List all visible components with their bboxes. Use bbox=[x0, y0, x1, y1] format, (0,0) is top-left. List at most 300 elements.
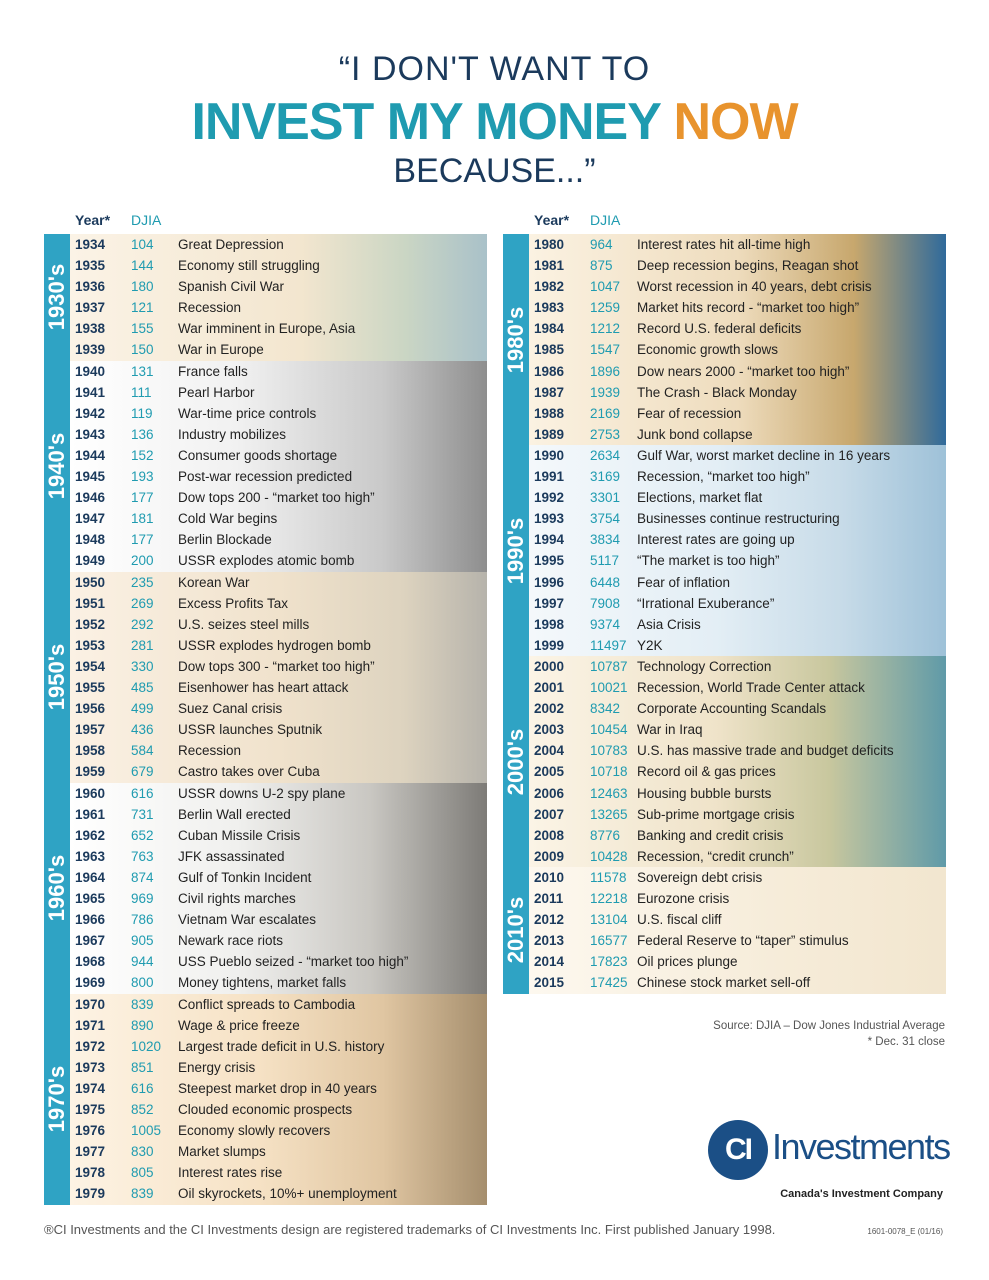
event-cell: U.S. fiscal cliff bbox=[637, 912, 722, 928]
timeline-row bbox=[70, 888, 487, 909]
timeline-row bbox=[70, 1141, 487, 1162]
timeline-row bbox=[70, 635, 487, 656]
decade-panel bbox=[44, 783, 487, 994]
event-cell: Record oil & gas prices bbox=[637, 764, 776, 780]
djia-cell: 16577 bbox=[590, 933, 628, 949]
year-cell: 1969 bbox=[75, 975, 106, 991]
djia-cell: 731 bbox=[131, 806, 154, 822]
year-cell: 2014 bbox=[534, 954, 565, 970]
year-cell: 2000 bbox=[534, 659, 565, 674]
event-cell: Wage & price freeze bbox=[178, 1017, 300, 1033]
year-cell: 1986 bbox=[534, 363, 565, 379]
djia-cell: 616 bbox=[131, 1080, 154, 1096]
year-cell: 1957 bbox=[75, 722, 106, 738]
timeline-row bbox=[70, 761, 487, 782]
djia-cell: 679 bbox=[131, 764, 154, 780]
year-cell: 1951 bbox=[75, 595, 106, 611]
decade-rows bbox=[70, 783, 487, 994]
decade-rows bbox=[70, 994, 487, 1205]
timeline-row bbox=[70, 698, 487, 719]
event-cell: Record U.S. federal deficits bbox=[637, 321, 802, 337]
timeline-row bbox=[529, 276, 946, 297]
djia-cell: 144 bbox=[131, 258, 154, 274]
decade-panel bbox=[503, 234, 946, 445]
event-cell: Eurozone crisis bbox=[637, 891, 730, 907]
event-cell: Vietnam War escalates bbox=[178, 912, 317, 928]
year-cell: 1972 bbox=[75, 1038, 106, 1054]
timeline-row bbox=[529, 382, 946, 403]
timeline-row bbox=[70, 614, 487, 635]
event-cell: Y2K bbox=[637, 637, 663, 653]
timeline-row bbox=[529, 508, 946, 529]
headline-now-text: NOW bbox=[673, 93, 798, 151]
event-cell: Cuban Missile Crisis bbox=[178, 827, 301, 843]
timeline-row bbox=[70, 361, 487, 382]
event-cell: Interest rates are going up bbox=[637, 532, 795, 548]
event-cell: War imminent in Europe, Asia bbox=[178, 321, 356, 337]
djia-cell: 852 bbox=[131, 1102, 154, 1118]
timeline-row bbox=[70, 255, 487, 276]
decade-panel bbox=[44, 234, 487, 361]
year-cell: 1939 bbox=[75, 342, 106, 358]
year-cell: 2010 bbox=[534, 870, 565, 885]
djia-cell: 3169 bbox=[590, 469, 621, 485]
djia-cell: 3301 bbox=[590, 490, 621, 506]
event-cell: Excess Profits Tax bbox=[178, 595, 289, 611]
decade-panel bbox=[44, 361, 487, 572]
headline-line-1: “I DON'T WANT TO bbox=[338, 50, 651, 88]
timeline-row bbox=[70, 719, 487, 740]
event-cell: Eisenhower has heart attack bbox=[178, 680, 349, 696]
year-cell: 1943 bbox=[75, 426, 106, 442]
year-column-header: Year* bbox=[75, 212, 111, 228]
djia-cell: 805 bbox=[131, 1165, 154, 1181]
year-cell: 1948 bbox=[75, 532, 106, 548]
event-cell: Korean War bbox=[178, 574, 250, 590]
djia-cell: 131 bbox=[131, 363, 154, 379]
timeline-row bbox=[529, 804, 946, 825]
year-cell: 1964 bbox=[75, 869, 106, 885]
djia-cell: 964 bbox=[590, 237, 613, 252]
decade-label-bar bbox=[44, 783, 70, 994]
close-footnote: * Dec. 31 close bbox=[867, 1036, 945, 1048]
decade-label: 1950's bbox=[44, 643, 69, 711]
decade-label: 1980's bbox=[503, 306, 528, 373]
timeline-row bbox=[529, 255, 946, 276]
decade-label-bar bbox=[44, 361, 70, 572]
decade-rows bbox=[70, 234, 487, 361]
event-cell: Dow tops 300 - “market too high” bbox=[178, 658, 375, 674]
djia-cell: 193 bbox=[131, 469, 154, 485]
timeline-row bbox=[70, 930, 487, 951]
year-cell: 1934 bbox=[75, 237, 106, 252]
year-cell: 1983 bbox=[534, 300, 565, 316]
year-cell: 1974 bbox=[75, 1080, 106, 1096]
djia-cell: 1005 bbox=[131, 1123, 162, 1139]
djia-cell: 944 bbox=[131, 954, 154, 970]
event-cell: “Irrational Exuberance” bbox=[637, 595, 775, 611]
year-cell: 1938 bbox=[75, 321, 106, 337]
event-cell: Sub-prime mortgage crisis bbox=[637, 806, 795, 822]
event-cell: Pearl Harbor bbox=[178, 384, 255, 400]
year-cell: 1962 bbox=[75, 827, 106, 843]
year-cell: 1936 bbox=[75, 279, 106, 295]
year-cell: 1981 bbox=[534, 258, 565, 274]
djia-cell: 3834 bbox=[590, 532, 621, 548]
year-cell: 2001 bbox=[534, 680, 565, 696]
djia-cell: 181 bbox=[131, 511, 154, 527]
year-cell: 1955 bbox=[75, 680, 106, 696]
year-cell: 2003 bbox=[534, 722, 565, 738]
decade-rows bbox=[70, 572, 487, 783]
djia-cell: 851 bbox=[131, 1059, 154, 1075]
timeline-row bbox=[529, 297, 946, 318]
decade-label-bar bbox=[503, 234, 529, 445]
djia-cell: 10021 bbox=[590, 680, 628, 696]
event-cell: “The market is too high” bbox=[637, 553, 780, 569]
event-cell: Economy slowly recovers bbox=[178, 1123, 331, 1139]
timeline-row bbox=[529, 783, 946, 804]
timeline-row bbox=[70, 508, 487, 529]
djia-cell: 8342 bbox=[590, 701, 621, 717]
event-cell: Technology Correction bbox=[637, 659, 772, 674]
djia-cell: 875 bbox=[590, 258, 613, 274]
event-cell: Junk bond collapse bbox=[637, 426, 753, 442]
timeline-row bbox=[529, 825, 946, 846]
year-cell: 1998 bbox=[534, 616, 565, 632]
djia-cell: 136 bbox=[131, 426, 154, 442]
timeline-row bbox=[70, 1036, 487, 1057]
year-cell: 1993 bbox=[534, 511, 565, 527]
djia-cell: 12218 bbox=[590, 891, 628, 907]
event-cell: USSR explodes hydrogen bomb bbox=[178, 637, 371, 653]
event-cell: Dow tops 200 - “market too high” bbox=[178, 490, 375, 506]
timeline-row bbox=[70, 740, 487, 761]
timeline-row bbox=[70, 1078, 487, 1099]
event-cell: Recession bbox=[178, 300, 242, 316]
timeline-row bbox=[70, 1099, 487, 1120]
event-cell: Castro takes over Cuba bbox=[178, 764, 320, 780]
timeline-row bbox=[70, 951, 487, 972]
decade-label-bar bbox=[44, 572, 70, 783]
decade-panel bbox=[503, 656, 946, 867]
event-cell: JFK assassinated bbox=[178, 848, 285, 864]
decade-panel bbox=[44, 994, 487, 1205]
year-cell: 1975 bbox=[75, 1102, 106, 1118]
timeline-row bbox=[529, 572, 946, 593]
decade-rows bbox=[70, 361, 487, 572]
djia-column-header: DJIA bbox=[590, 212, 621, 228]
decade-label: 1960's bbox=[44, 854, 69, 922]
year-cell: 2011 bbox=[534, 891, 564, 907]
djia-cell: 652 bbox=[131, 827, 154, 843]
djia-cell: 839 bbox=[131, 996, 154, 1012]
timeline-row bbox=[70, 972, 487, 993]
year-cell: 1949 bbox=[75, 553, 106, 569]
timeline-row bbox=[529, 234, 946, 255]
djia-cell: 1896 bbox=[590, 363, 621, 379]
decade-rows bbox=[529, 234, 946, 445]
timeline-row bbox=[70, 339, 487, 360]
djia-cell: 281 bbox=[131, 637, 154, 653]
djia-cell: 177 bbox=[131, 532, 154, 548]
ci-logo-mark bbox=[708, 1120, 768, 1180]
timeline-row bbox=[70, 529, 487, 550]
timeline-row bbox=[70, 487, 487, 508]
timeline-row bbox=[529, 424, 946, 445]
djia-cell: 830 bbox=[131, 1144, 154, 1160]
djia-cell: 7908 bbox=[590, 595, 621, 611]
timeline-row bbox=[529, 740, 946, 761]
year-cell: 1989 bbox=[534, 426, 565, 442]
year-cell: 1946 bbox=[75, 490, 106, 506]
timeline-row bbox=[70, 550, 487, 571]
year-cell: 1937 bbox=[75, 300, 106, 316]
djia-cell: 485 bbox=[131, 680, 154, 696]
djia-cell: 800 bbox=[131, 975, 154, 991]
event-cell: Economy still struggling bbox=[178, 258, 320, 274]
timeline-row bbox=[70, 1183, 487, 1204]
timeline-row bbox=[529, 361, 946, 382]
year-cell: 2002 bbox=[534, 701, 565, 717]
ci-investments-logo bbox=[708, 1120, 948, 1182]
event-cell: Suez Canal crisis bbox=[178, 701, 283, 717]
year-cell: 1958 bbox=[75, 743, 106, 759]
event-cell: Asia Crisis bbox=[637, 616, 701, 632]
timeline-row bbox=[529, 867, 946, 888]
year-cell: 2008 bbox=[534, 827, 565, 843]
year-cell: 1991 bbox=[534, 469, 565, 485]
event-cell: Worst recession in 40 years, debt crisis bbox=[637, 279, 872, 295]
djia-cell: 10783 bbox=[590, 743, 628, 759]
decade-panel bbox=[503, 867, 946, 994]
djia-cell: 180 bbox=[131, 279, 154, 295]
event-cell: Largest trade deficit in U.S. history bbox=[178, 1038, 385, 1054]
year-cell: 1942 bbox=[75, 405, 106, 421]
event-cell: Interest rates rise bbox=[178, 1165, 283, 1181]
year-cell: 1973 bbox=[75, 1059, 106, 1075]
djia-cell: 104 bbox=[131, 237, 154, 252]
timeline-row bbox=[70, 572, 487, 593]
decade-rows bbox=[529, 445, 946, 656]
year-cell: 1945 bbox=[75, 469, 106, 485]
djia-cell: 8776 bbox=[590, 827, 621, 843]
timeline-row bbox=[70, 1162, 487, 1183]
djia-cell: 17425 bbox=[590, 975, 628, 991]
timeline-row bbox=[70, 846, 487, 867]
event-cell: France falls bbox=[178, 363, 248, 379]
djia-cell: 11497 bbox=[590, 637, 627, 653]
timeline-row bbox=[529, 909, 946, 930]
djia-cell: 10787 bbox=[590, 659, 628, 674]
event-cell: Corporate Accounting Scandals bbox=[637, 701, 827, 717]
djia-cell: 1020 bbox=[131, 1038, 162, 1054]
timeline-row bbox=[70, 825, 487, 846]
year-cell: 1997 bbox=[534, 595, 565, 611]
event-cell: Berlin Blockade bbox=[178, 532, 272, 548]
djia-cell: 17823 bbox=[590, 954, 628, 970]
timeline-row bbox=[529, 635, 946, 656]
year-cell: 1950 bbox=[75, 574, 106, 590]
event-cell: USSR explodes atomic bomb bbox=[178, 553, 355, 569]
timeline-row bbox=[529, 550, 946, 571]
source-text: Source: DJIA – Dow Jones Industrial Average bbox=[713, 1020, 945, 1032]
djia-cell: 177 bbox=[131, 490, 154, 506]
djia-cell: 584 bbox=[131, 743, 154, 759]
djia-cell: 292 bbox=[131, 616, 154, 632]
event-cell: Elections, market flat bbox=[637, 490, 763, 506]
djia-cell: 2169 bbox=[590, 405, 621, 421]
timeline-row bbox=[70, 318, 487, 339]
event-cell: Oil skyrockets, 10%+ unemployment bbox=[178, 1186, 397, 1202]
decade-label: 1940's bbox=[44, 432, 69, 500]
timeline-row bbox=[70, 424, 487, 445]
djia-cell: 2634 bbox=[590, 448, 621, 463]
decade-label-bar bbox=[44, 994, 70, 1205]
year-cell: 2009 bbox=[534, 848, 565, 864]
year-cell: 1967 bbox=[75, 933, 106, 949]
djia-cell: 874 bbox=[131, 869, 154, 885]
event-cell: Market slumps bbox=[178, 1144, 266, 1160]
timeline-row bbox=[529, 529, 946, 550]
djia-cell: 10454 bbox=[590, 722, 628, 738]
event-cell: War-time price controls bbox=[178, 405, 317, 421]
timeline-row bbox=[529, 951, 946, 972]
djia-cell: 13265 bbox=[590, 806, 628, 822]
year-cell: 1992 bbox=[534, 490, 565, 506]
year-cell: 1956 bbox=[75, 701, 106, 717]
event-cell: Berlin Wall erected bbox=[178, 806, 291, 822]
timeline-row bbox=[529, 698, 946, 719]
year-cell: 1968 bbox=[75, 954, 106, 970]
timeline-row bbox=[70, 234, 487, 255]
timeline-row bbox=[529, 888, 946, 909]
djia-cell: 150 bbox=[131, 342, 154, 358]
event-cell: Deep recession begins, Reagan shot bbox=[637, 258, 859, 274]
event-cell: Federal Reserve to “taper” stimulus bbox=[637, 933, 849, 949]
year-cell: 1961 bbox=[75, 806, 106, 822]
year-cell: 1982 bbox=[534, 279, 565, 295]
trademark-footer: ®CI Investments and the CI Investments design are registered trademarks of CI Investments Inc. First published January 1998. bbox=[44, 1222, 776, 1237]
event-cell: Consumer goods shortage bbox=[178, 447, 338, 463]
djia-cell: 200 bbox=[131, 553, 154, 569]
year-cell: 1977 bbox=[75, 1144, 106, 1160]
event-cell: Gulf of Tonkin Incident bbox=[178, 869, 312, 885]
djia-cell: 1939 bbox=[590, 384, 621, 400]
year-cell: 2004 bbox=[534, 743, 565, 759]
timeline-row bbox=[529, 719, 946, 740]
headline-line-2 bbox=[0, 92, 989, 152]
djia-cell: 2753 bbox=[590, 426, 621, 442]
djia-cell: 9374 bbox=[590, 616, 621, 632]
event-cell: Businesses continue restructuring bbox=[637, 511, 840, 527]
djia-cell: 1259 bbox=[590, 300, 621, 316]
decade-label: 1990's bbox=[503, 517, 528, 584]
decade-label-bar bbox=[503, 867, 529, 994]
decade-label: 2010's bbox=[503, 897, 528, 964]
year-cell: 1965 bbox=[75, 891, 106, 907]
djia-cell: 269 bbox=[131, 595, 154, 611]
event-cell: War in Europe bbox=[178, 342, 264, 358]
djia-cell: 13104 bbox=[590, 912, 628, 928]
event-cell: USSR downs U-2 spy plane bbox=[178, 785, 346, 801]
djia-cell: 1547 bbox=[590, 342, 621, 358]
year-cell: 1971 bbox=[75, 1017, 106, 1033]
decade-label: 2000's bbox=[503, 728, 528, 795]
djia-cell: 1212 bbox=[590, 321, 621, 337]
timeline-row bbox=[70, 382, 487, 403]
djia-cell: 905 bbox=[131, 933, 154, 949]
timeline-row bbox=[529, 930, 946, 951]
year-cell: 1978 bbox=[75, 1165, 106, 1181]
event-cell: Recession, “credit crunch” bbox=[637, 848, 794, 864]
year-cell: 2015 bbox=[534, 975, 565, 991]
timeline-row bbox=[529, 403, 946, 424]
timeline-row bbox=[70, 466, 487, 487]
timeline-row bbox=[70, 909, 487, 930]
event-cell: War in Iraq bbox=[637, 722, 703, 738]
year-cell: 1976 bbox=[75, 1123, 106, 1139]
year-cell: 1995 bbox=[534, 553, 565, 569]
event-cell: Fear of inflation bbox=[637, 574, 731, 590]
djia-cell: 121 bbox=[131, 300, 154, 316]
timeline-row bbox=[70, 994, 487, 1015]
timeline-row bbox=[70, 804, 487, 825]
year-cell: 1960 bbox=[75, 785, 106, 801]
djia-cell: 763 bbox=[131, 848, 154, 864]
source-note bbox=[713, 1018, 945, 1050]
djia-cell: 6448 bbox=[590, 574, 621, 590]
event-cell: Recession bbox=[178, 743, 242, 759]
djia-cell: 330 bbox=[131, 658, 154, 674]
decade-label: 1930's bbox=[44, 264, 69, 331]
year-cell: 1953 bbox=[75, 637, 106, 653]
djia-cell: 111 bbox=[131, 384, 152, 400]
djia-cell: 1047 bbox=[590, 279, 621, 295]
timeline-row bbox=[70, 867, 487, 888]
event-cell: Fear of recession bbox=[637, 405, 742, 421]
year-cell: 1941 bbox=[75, 384, 106, 400]
year-cell: 1990 bbox=[534, 448, 565, 463]
decade-rows bbox=[529, 867, 946, 994]
year-cell: 1963 bbox=[75, 848, 106, 864]
timeline-row bbox=[529, 593, 946, 614]
year-cell: 2013 bbox=[534, 933, 565, 949]
year-cell: 1954 bbox=[75, 658, 106, 674]
timeline-row bbox=[70, 297, 487, 318]
timeline-row bbox=[70, 656, 487, 677]
timeline-row bbox=[70, 1057, 487, 1078]
event-cell: Money tightens, market falls bbox=[178, 975, 347, 991]
event-cell: Gulf War, worst market decline in 16 years bbox=[637, 448, 891, 463]
year-cell: 1999 bbox=[534, 637, 565, 653]
timeline-row bbox=[70, 677, 487, 698]
year-cell: 1984 bbox=[534, 321, 565, 337]
djia-cell: 12463 bbox=[590, 785, 628, 801]
decade-label-bar bbox=[503, 656, 529, 867]
year-cell: 1980 bbox=[534, 237, 565, 252]
decade-panel bbox=[44, 572, 487, 783]
year-cell: 1944 bbox=[75, 447, 106, 463]
year-cell: 1947 bbox=[75, 511, 106, 527]
year-cell: 1994 bbox=[534, 532, 565, 548]
djia-cell: 152 bbox=[131, 447, 154, 463]
djia-column-header: DJIA bbox=[131, 212, 162, 228]
event-cell: Housing bubble bursts bbox=[637, 785, 772, 801]
djia-cell: 786 bbox=[131, 912, 154, 928]
djia-cell: 10428 bbox=[590, 848, 628, 864]
headline-invest-text: INVEST MY MONEY bbox=[191, 93, 660, 151]
